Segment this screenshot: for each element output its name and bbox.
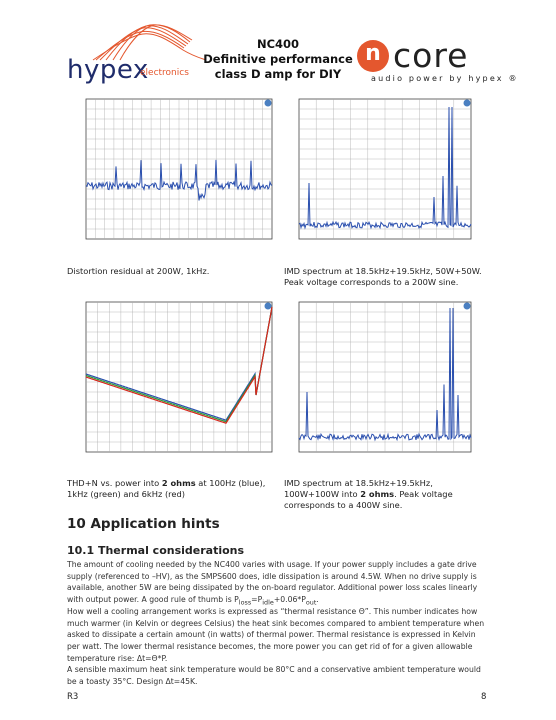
section-heading: 10 Application hints	[67, 516, 220, 532]
ncore-n-logo: n	[357, 40, 389, 72]
paragraph-1	[67, 559, 488, 609]
caption-bold: 2 ohms	[161, 478, 196, 488]
thdn-vs-power-plot	[68, 298, 276, 473]
imd-spectrum-plot-50w	[285, 95, 475, 257]
hypex-logo-text: hypex	[67, 55, 149, 85]
para-text: The amount of cooling needed by the NC400 varies with usage. If your power supply includes a gate drive supply (referenced to –HV), as the SMPS600 does, idle dissipation is around 4.5W. When no drive supply is available, another 5W are being dissipated by the on-board regulator. Additional power loss scales linearly with output power. A good rule of thumb is P	[67, 560, 478, 605]
caption-text: at 100Hz (blue), 1kHz (green) and 6kHz (red)	[67, 478, 266, 499]
ncore-tagline: audio power by hypex ®	[371, 74, 519, 83]
subscript: loss	[238, 598, 252, 607]
para-text: +0.06*P	[273, 595, 306, 605]
figure-1-caption: Distortion residual at 200W, 1kHz.	[67, 266, 210, 276]
caption-text: IMD spectrum at 18.5kHz+19.5kHz, 100W+100W into	[284, 478, 433, 499]
title-line-3: class D amp for DIY	[214, 67, 342, 81]
revision-label: R3	[67, 692, 79, 702]
imd-spectrum-plot-100w	[285, 298, 475, 473]
para-text: .	[316, 595, 319, 605]
figure-2-caption: IMD spectrum at 18.5kHz+19.5kHz, 50W+50W. Peak voltage corresponds to a 200W sine.	[284, 266, 482, 287]
subscript: out	[305, 598, 317, 607]
page-number: 8	[481, 692, 487, 702]
caption-bold: 2 ohms	[360, 489, 395, 499]
caption-text: . Peak voltage corresponds to a 400W sine.	[284, 489, 453, 510]
paragraph-2: How well a cooling arrangement works is expressed as “thermal resistance Θ”. This number indicates how much warmer (in Kelvin or degrees Celsius) the heat sink becomes compared to ambient temperature when asked to dissipate a certain amount (in watts) of thermal power. Thermal resistance is expressed in Kelvin per watt. The lower thermal resistance becomes, the more power you can get rid of for a given allowable temperature rise: Δt=Θ*P.	[67, 607, 485, 663]
ap-logo-icon	[265, 303, 272, 310]
para-text: =P	[251, 595, 263, 605]
title-line-1: NC400	[256, 37, 300, 51]
title-line-2: Definitive performance	[203, 52, 353, 66]
subscript: idle	[262, 598, 274, 607]
figure-4-caption	[284, 478, 484, 511]
ap-logo-icon	[464, 100, 471, 107]
ap-logo-icon	[464, 303, 471, 310]
ap-logo-icon	[265, 100, 272, 107]
hypex-logo-subtext: electronics	[140, 68, 189, 78]
paragraph-3: A sensible maximum heat sink temperature would be 80°C and a conservative ambient temperature would be a toasty 35°C. Design Δt=45K.	[67, 665, 481, 686]
caption-text: THD+N vs. power into	[67, 478, 162, 488]
figure-3-caption	[67, 478, 272, 500]
subsection-heading: 10.1 Thermal considerations	[67, 544, 245, 557]
distortion-residual-plot	[68, 95, 276, 257]
ncore-logo-text: core	[393, 36, 469, 75]
